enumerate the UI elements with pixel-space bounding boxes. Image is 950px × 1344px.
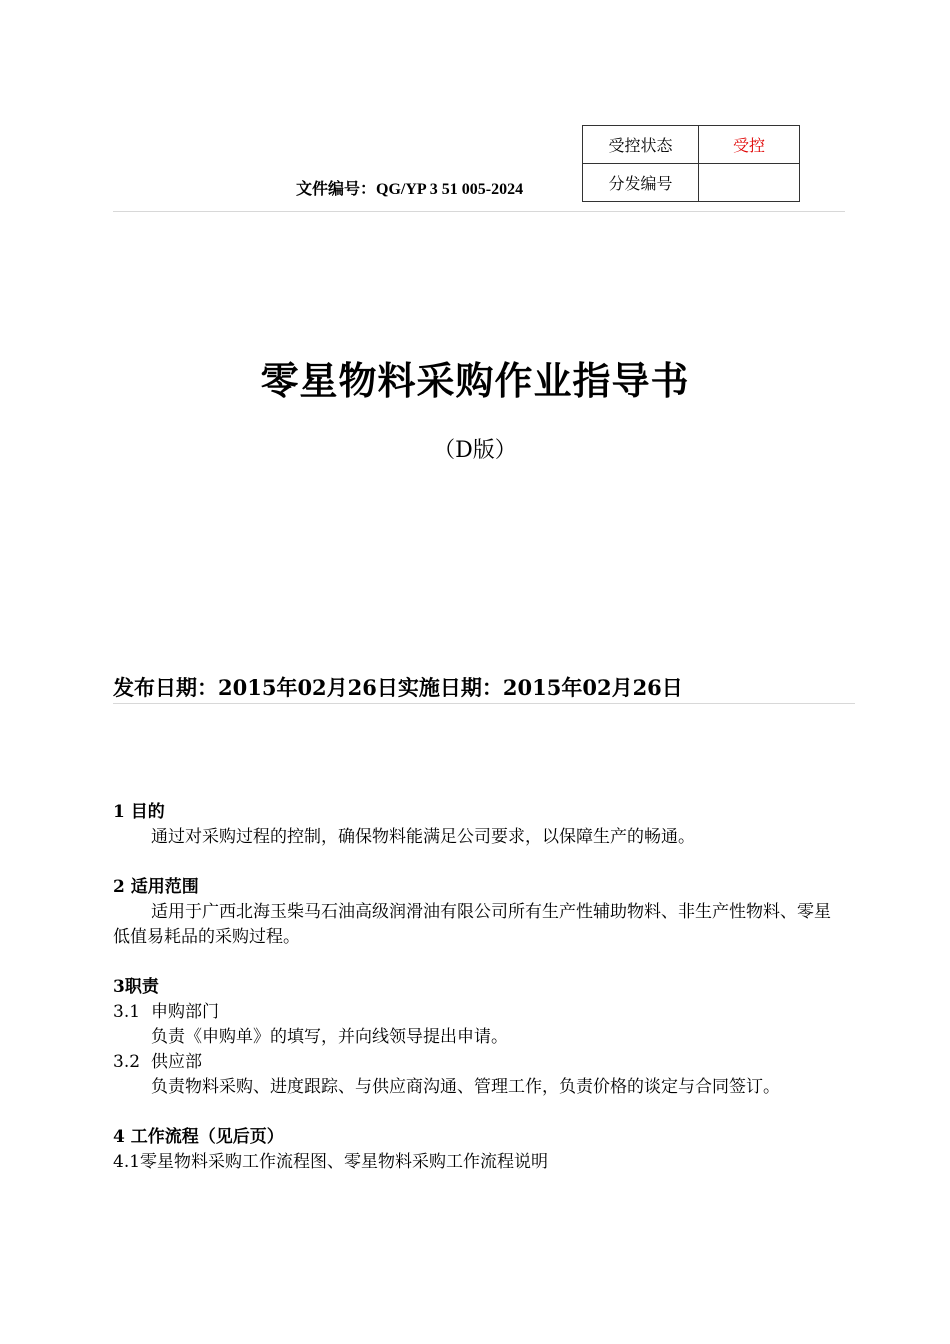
dates-divider bbox=[113, 703, 855, 704]
section-3-2-heading bbox=[113, 1050, 843, 1075]
control-status-label: 受控状态 bbox=[583, 126, 699, 164]
document-number-value: QG/YP 3 51 005-2024 bbox=[376, 181, 524, 198]
section-3-2-title: 供应部 bbox=[151, 1052, 202, 1072]
control-status-value: 受控 bbox=[699, 126, 800, 164]
section-1-body: 通过对采购过程的控制，确保物料能满足公司要求，以保障生产的畅通。 bbox=[151, 827, 695, 847]
section-2-body: 适用于广西北海玉柴马石油高级润滑油有限公司所有生产性辅助物料、非生产性物料、零星低值易耗品的采购过程。 bbox=[113, 902, 831, 947]
section-4-1-body: 零星物料采购工作流程图、零星物料采购工作流程说明 bbox=[140, 1152, 549, 1172]
section-3-1-title: 申购部门 bbox=[151, 1002, 219, 1022]
distribution-number-label: 分发编号 bbox=[583, 164, 699, 202]
section-3-1-number: 3.1 bbox=[113, 1002, 141, 1022]
document-body bbox=[113, 800, 843, 1175]
section-3-2-body: 负责物料采购、进度跟踪、与供应商沟通、管理工作，负责价格的谈定与合同签订。 bbox=[151, 1077, 780, 1097]
section-3-1-body: 负责《申购单》的填写，并向线领导提出申请。 bbox=[151, 1027, 508, 1047]
section-3-2-number: 3.2 bbox=[113, 1052, 141, 1072]
section-3-1-heading bbox=[113, 1000, 843, 1025]
release-implementation-dates: 发布日期：2015年02月26日实施日期：2015年02月26日 bbox=[113, 675, 683, 700]
section-4-1-number: 4.1 bbox=[113, 1152, 141, 1172]
section-4-1-line bbox=[113, 1150, 843, 1175]
distribution-number-value bbox=[699, 164, 800, 202]
document-number-label: 文件编号： bbox=[296, 179, 377, 198]
document-title: 零星物料采购作业指导书 bbox=[260, 358, 690, 403]
section-3-heading: 3职责 bbox=[113, 977, 159, 997]
section-4-heading: 4 工作流程（见后页） bbox=[113, 1127, 284, 1147]
control-status-table bbox=[582, 125, 800, 202]
header-divider bbox=[113, 211, 845, 212]
section-2-heading: 2 适用范围 bbox=[113, 877, 199, 897]
section-1-heading: 1 目的 bbox=[113, 802, 165, 822]
document-number bbox=[296, 176, 523, 199]
document-version: （D版） bbox=[433, 438, 517, 463]
